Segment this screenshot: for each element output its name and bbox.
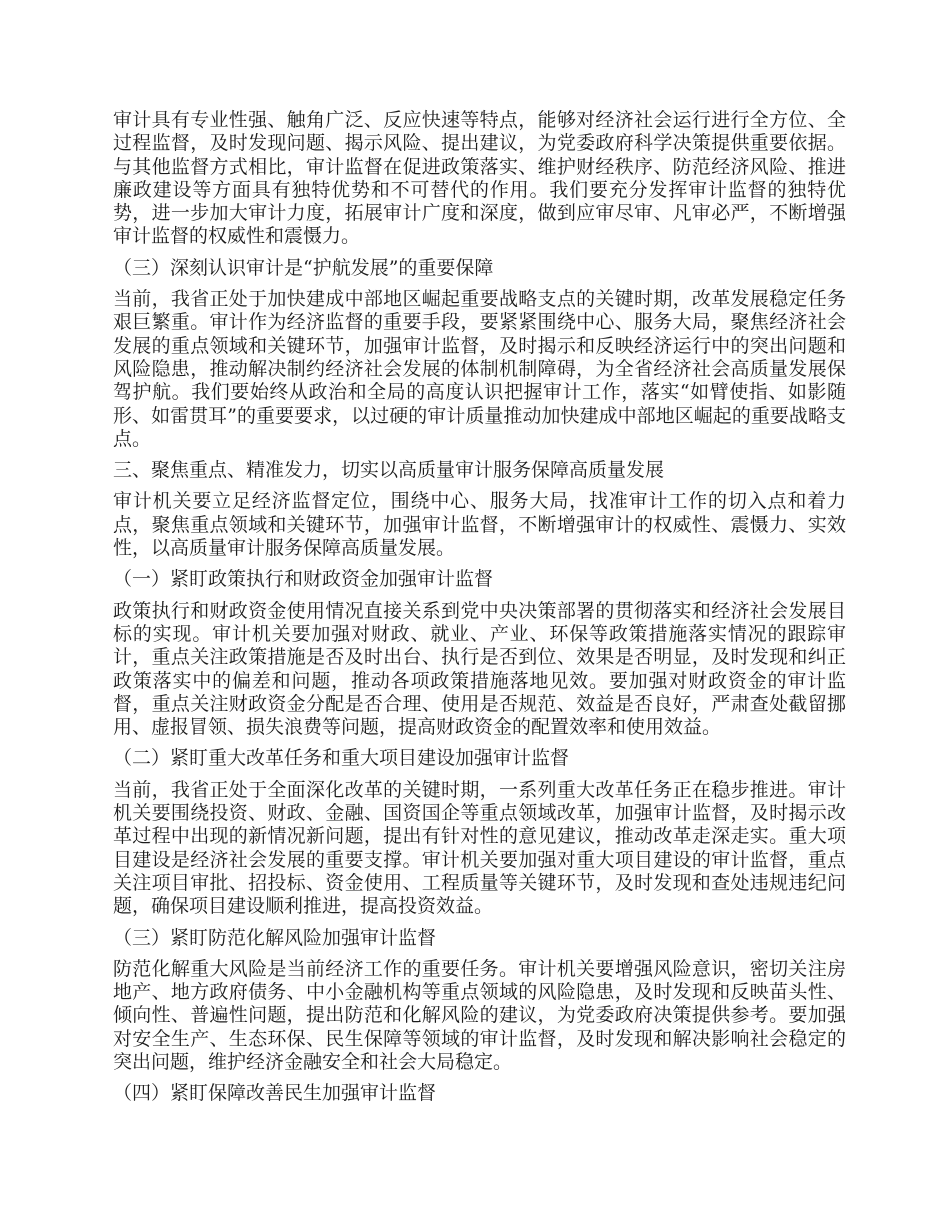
section-heading: （二）紧盯重大改革任务和重大项目建设加强审计监督: [113, 747, 570, 770]
section-heading: 三、聚焦重点、精准发力，切实以高质量审计服务保障高质量发展: [113, 459, 665, 482]
section-heading: （三）紧盯防范化解风险加强审计监督: [113, 926, 437, 949]
section-heading: （三）深刻认识审计是“护航发展”的重要保障: [113, 256, 494, 279]
paragraph: 审计具有专业性强、触角广泛、反应快速等特点，能够对经济社会运行进行全方位、全过程监督，及时发现问题、揭示风险、提出建议，为党委政府科学决策提供重要依据。与其他监督方式相比，审计监督在促进政策落实、维护财经秩序、防范经济风险、推进廉政建设等方面具有独特优势和不可替代的作用。我们要充分发挥审计监督的独特优势，进一步加大审计力度，拓展审计广度和深度，做到应审尽审、凡审必严，不断增强审计监督的权威性和震慑力。: [113, 109, 846, 248]
document-content: [113, 0, 846, 1114]
paragraph: 政策执行和财政资金使用情况直接关系到党中央决策部署的贯彻落实和经济社会发展目标的实现。审计机关要加强对财政、就业、产业、环保等政策措施落实情况的跟踪审计，重点关注政策措施是否及时出台、执行是否到位、效果是否明显，及时发现和纠正政策落实中的偏差和问题，推动各项政策措施落地见效。要加强对财政资金的审计监督，重点关注财政资金分配是否合理、使用是否规范、效益是否良好，严肃查处截留挪用、虚报冒领、损失浪费等问题，提高财政资金的配置效率和使用效益。: [113, 599, 846, 739]
paragraph: 当前，我省正处于加快建成中部地区崛起重要战略支点的关键时期，改革发展稳定任务艰巨繁重。审计作为经济监督的重要手段，要紧紧围绕中心、服务大局，聚焦经济社会发展的重点领域和关键环节，加强审计监督，及时揭示和反映经济运行中的突出问题和风险隐患，推动解决制约经济社会发展的体制机制障碍，为全省经济社会高质量发展保驾护航。我们要始终从政治和全局的高度认识把握审计工作，落实“如臂使指、如影随形、如雷贯耳”的重要要求，以过硬的审计质量推动加快建成中部地区崛起的重要战略支点。: [113, 288, 846, 450]
section-heading: （一）紧盯政策执行和财政资金加强审计监督: [113, 568, 494, 591]
paragraph: 当前，我省正处于全面深化改革的关键时期，一系列重大改革任务正在稳步推进。审计机关要围绕投资、财政、金融、国资国企等重点领域改革，加强审计监督，及时揭示改革过程中出现的新情况新问题，提出有针对性的意见建议，推动改革走深走实。重大项目建设是经济社会发展的重要支撑。审计机关要加强对重大项目建设的审计监督，重点关注项目审批、招投标、资金使用、工程质量等关键环节，及时发现和查处违规违纪问题，确保项目建设顺利推进，提高投资效益。: [113, 778, 846, 918]
paragraph: 审计机关要立足经济监督定位，围绕中心、服务大局，找准审计工作的切入点和着力点，聚焦重点领域和关键环节，加强审计监督，不断增强审计的权威性、震慑力、实效性，以高质量审计服务保障高质量发展。: [113, 490, 846, 560]
section-heading: （四）紧盯保障改善民生加强审计监督: [113, 1082, 437, 1105]
paragraph: 防范化解重大风险是当前经济工作的重要任务。审计机关要增强风险意识，密切关注房地产、地方政府债务、中小金融机构等重点领域的风险隐患，及时发现和反映苗头性、倾向性、普遍性问题，提出防范和化解风险的建议，为党委政府决策提供参考。要加强对安全生产、生态环保、民生保障等领域的审计监督，及时发现和解决影响社会稳定的突出问题，维护经济金融安全和社会大局稳定。: [113, 957, 846, 1073]
